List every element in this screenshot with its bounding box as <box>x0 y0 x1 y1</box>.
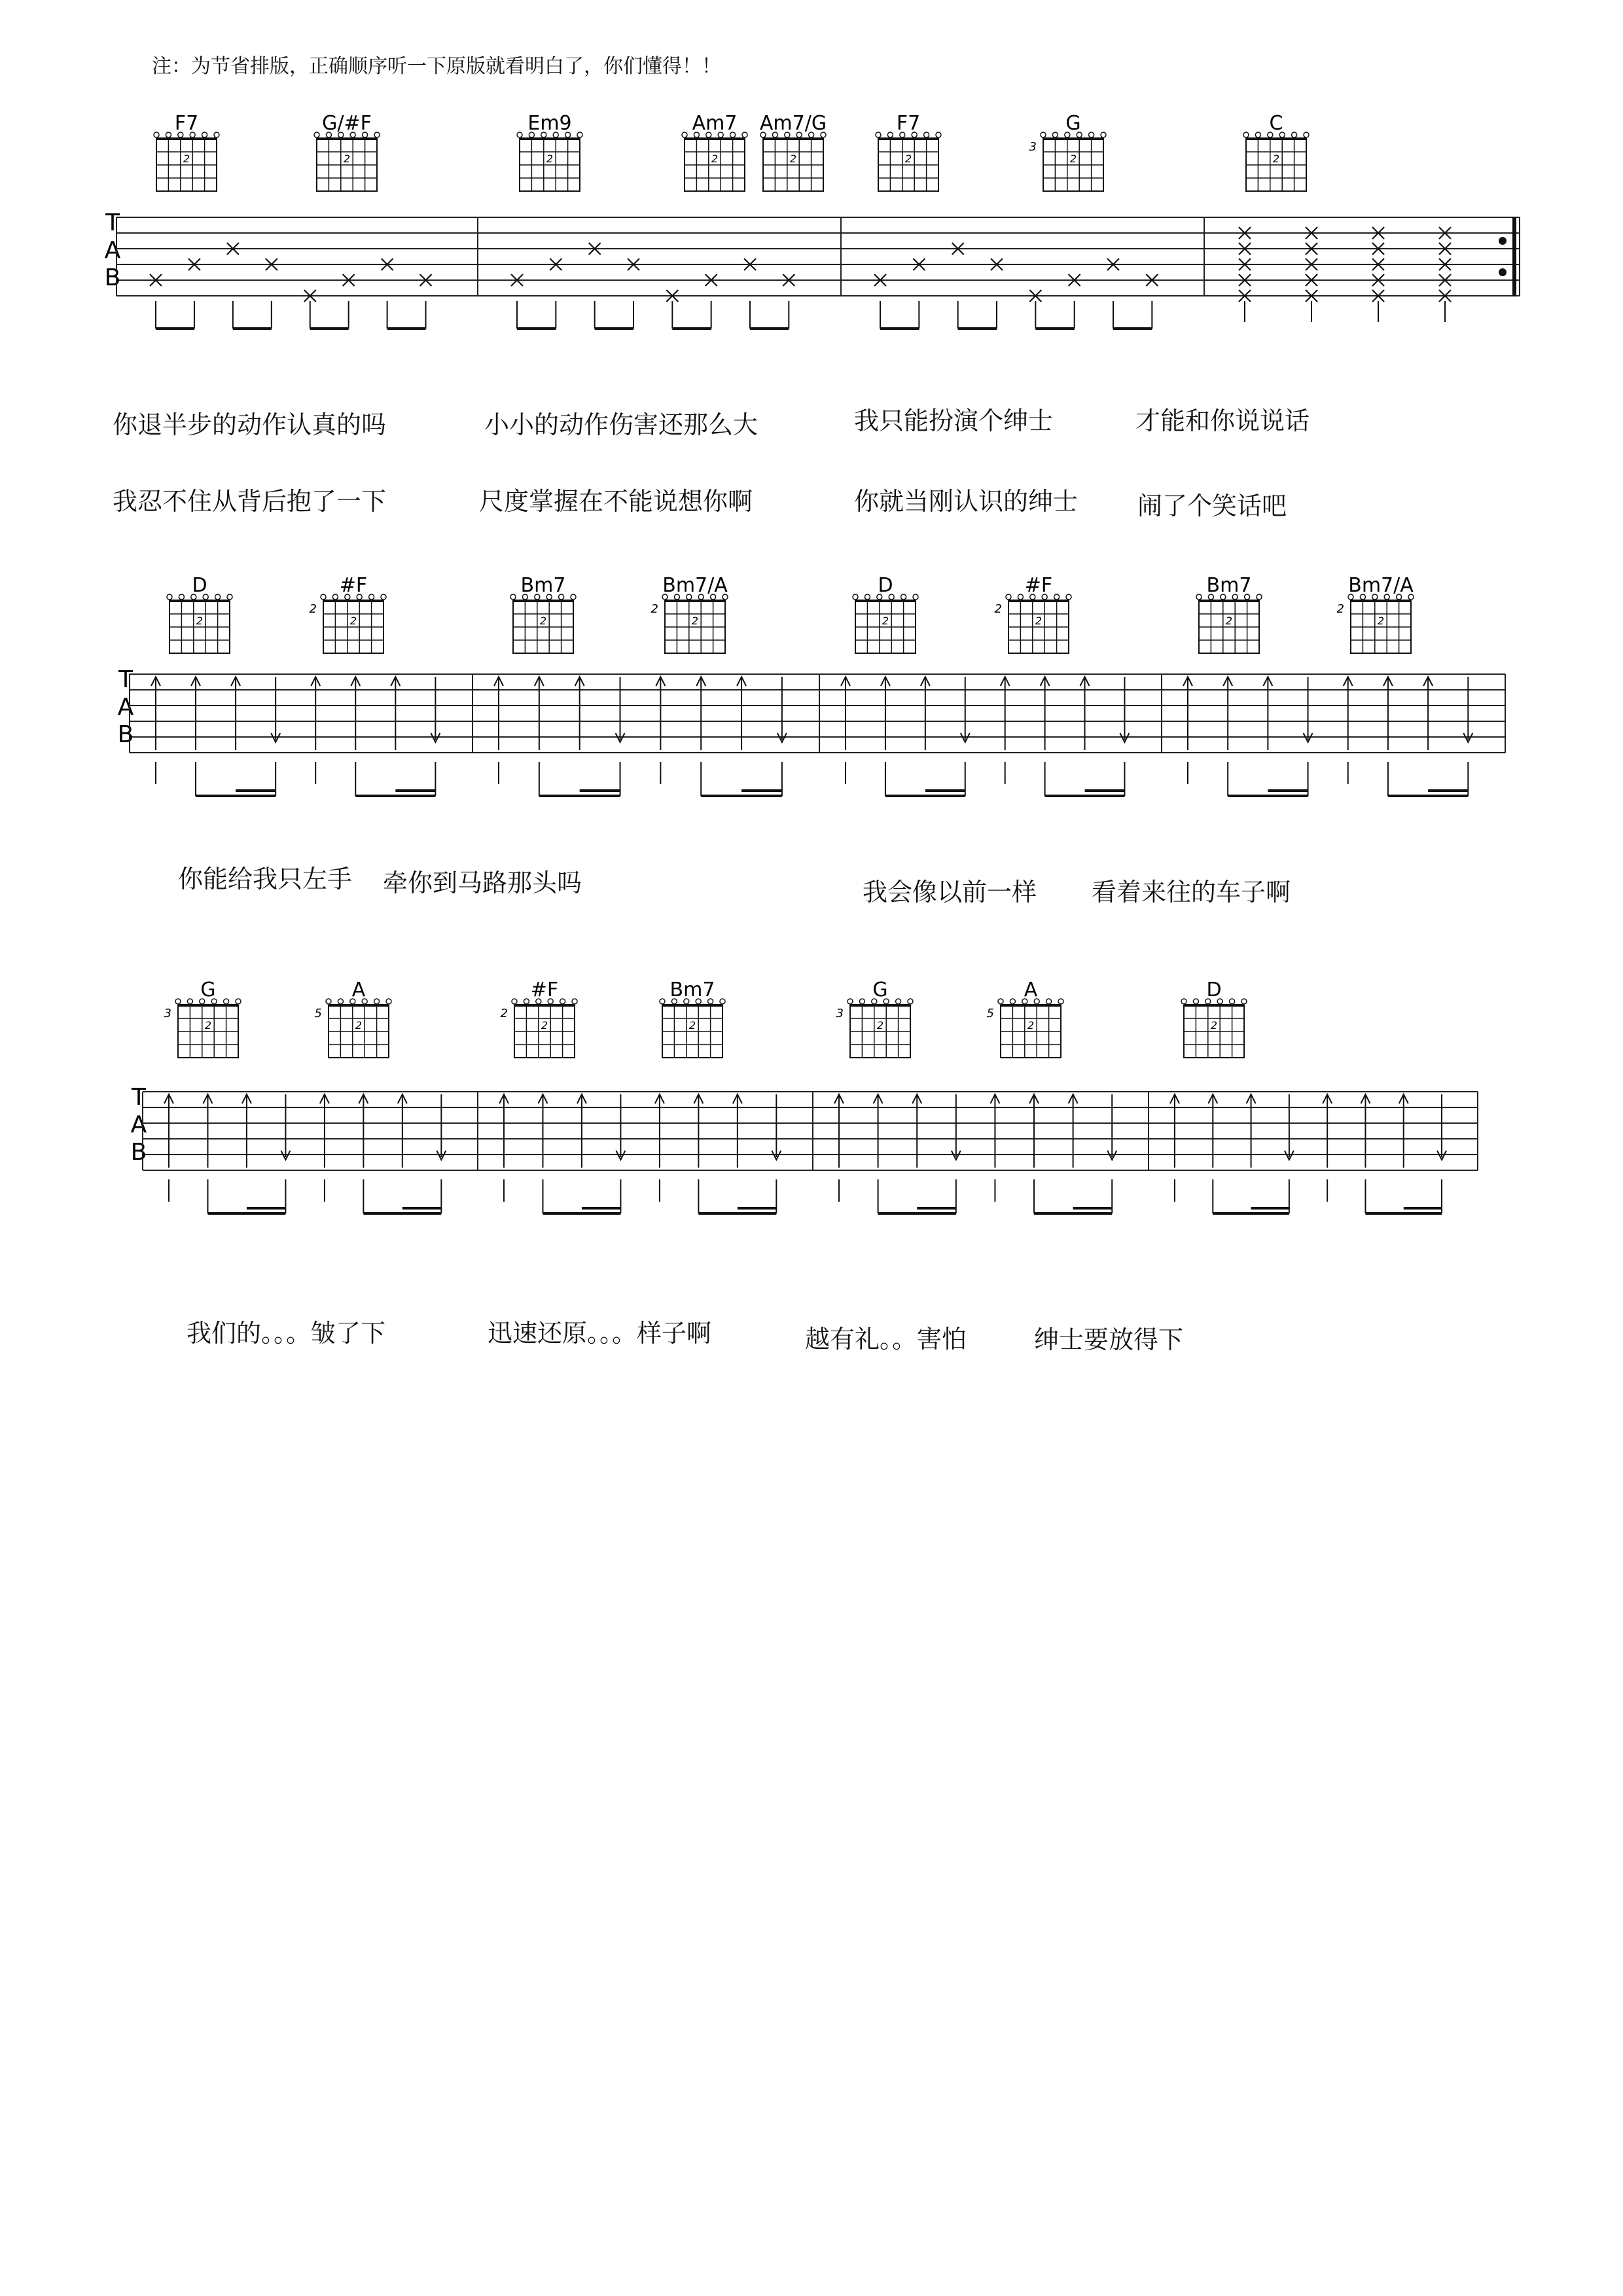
open-string-marker <box>510 594 516 600</box>
tab-system-3 <box>131 978 1478 1213</box>
chord-diagram <box>1196 574 1262 653</box>
chord-diagram <box>310 574 386 653</box>
open-string-marker <box>166 132 171 137</box>
repeat-dot <box>1499 268 1507 276</box>
open-string-marker <box>1066 594 1071 600</box>
finger-number: 2 <box>204 1019 212 1031</box>
lyric-line: 绅士要放得下 <box>1034 1325 1184 1354</box>
finger-number: 2 <box>711 152 719 165</box>
open-string-marker <box>1230 999 1235 1004</box>
open-string-marker <box>1006 594 1011 600</box>
chord-name: A <box>351 978 366 1001</box>
chord-name: #F <box>530 978 559 1001</box>
chord-diagram <box>1337 574 1414 653</box>
chord-diagram <box>1181 978 1247 1058</box>
open-string-marker <box>577 132 582 137</box>
tab-clef-letter: T <box>105 209 120 236</box>
chord-diagram <box>1029 112 1106 191</box>
chord-fret-number: 2 <box>651 602 658 616</box>
chord-name: D <box>878 574 893 597</box>
finger-number: 2 <box>1272 152 1280 165</box>
open-string-marker <box>901 594 906 600</box>
chord-fret-number: 3 <box>164 1007 171 1020</box>
chord-diagram <box>315 978 391 1058</box>
open-string-marker <box>853 594 858 600</box>
open-string-marker <box>887 132 893 137</box>
lyric-line: 闹了个笑话吧 <box>1137 492 1287 520</box>
lyric-line: 我只能扮演个绅士 <box>854 406 1054 435</box>
chord-diagram <box>995 574 1071 653</box>
open-string-marker <box>571 594 576 600</box>
chord-name: G <box>872 978 888 1001</box>
finger-number: 2 <box>1225 615 1233 627</box>
tab-clef-letter: A <box>104 237 121 264</box>
open-string-marker <box>1052 132 1058 137</box>
chord-name: D <box>192 574 207 597</box>
open-string-marker <box>1243 132 1249 137</box>
chord-name: C <box>1269 112 1283 135</box>
chord-name: F7 <box>896 112 921 135</box>
chord-name: Bm7/A <box>1348 574 1414 597</box>
open-string-marker <box>314 132 319 137</box>
open-string-marker <box>1181 999 1186 1004</box>
open-string-marker <box>154 132 159 137</box>
chord-name: Em9 <box>527 112 572 135</box>
chord-diagram <box>517 112 582 191</box>
open-string-marker <box>1196 594 1202 600</box>
finger-number: 2 <box>349 615 357 627</box>
open-string-marker <box>560 999 565 1004</box>
open-string-marker <box>512 999 517 1004</box>
finger-number: 2 <box>343 152 351 165</box>
chord-diagram <box>164 978 241 1058</box>
lyric-line: 我们的。。。皱了下 <box>187 1319 386 1348</box>
open-string-marker <box>908 999 913 1004</box>
chord-name: Bm7/A <box>662 574 728 597</box>
open-string-marker <box>524 999 529 1004</box>
finger-number: 2 <box>691 615 699 627</box>
chord-name: Bm7 <box>669 978 715 1001</box>
open-string-marker <box>1018 594 1023 600</box>
open-string-marker <box>374 999 380 1004</box>
lyric-line: 你退半步的动作认真的吗 <box>113 410 387 439</box>
tab-system-2 <box>118 574 1505 796</box>
open-string-marker <box>924 132 929 137</box>
finger-number: 2 <box>183 152 190 165</box>
open-string-marker <box>187 999 192 1004</box>
chord-fret-number: 5 <box>986 1007 994 1020</box>
chord-fret-number: 5 <box>314 1007 322 1020</box>
open-string-marker <box>1257 594 1262 600</box>
open-string-marker <box>913 594 918 600</box>
lyric-line: 才能和你说说话 <box>1135 406 1310 435</box>
chord-diagram <box>154 112 219 191</box>
open-string-marker <box>847 999 853 1004</box>
open-string-marker <box>1046 999 1052 1004</box>
open-string-marker <box>374 132 380 137</box>
open-string-marker <box>865 594 870 600</box>
open-string-marker <box>202 132 207 137</box>
open-string-marker <box>572 999 577 1004</box>
chord-name: Am7/G <box>759 112 827 135</box>
tab-system-1 <box>105 112 1520 329</box>
tab-clef-letter: T <box>118 666 133 693</box>
open-string-marker <box>682 132 687 137</box>
open-string-marker <box>876 132 881 137</box>
tab-clef-letter: T <box>132 1084 146 1111</box>
chord-name: F7 <box>174 112 199 135</box>
lyric-line: 迅速还原。。。样子啊 <box>488 1319 712 1348</box>
chord-diagram <box>876 112 941 191</box>
chord-fret-number: 2 <box>500 1007 508 1020</box>
open-string-marker <box>936 132 941 137</box>
open-string-marker <box>179 594 184 600</box>
chord-diagram <box>314 112 380 191</box>
lyric-line: 我会像以前一样 <box>863 878 1037 906</box>
chord-fret-number: 2 <box>1336 602 1344 616</box>
open-string-marker <box>215 594 221 600</box>
lyric-line: 越有礼。。害怕 <box>805 1325 967 1354</box>
finger-number: 2 <box>1035 615 1043 627</box>
open-string-marker <box>326 999 331 1004</box>
open-string-marker <box>381 594 386 600</box>
finger-number: 2 <box>1377 615 1385 627</box>
chord-fret-number: 3 <box>1029 140 1037 154</box>
chord-diagram <box>682 112 747 191</box>
chord-name: A <box>1024 978 1038 1001</box>
open-string-marker <box>1041 132 1046 137</box>
chord-name: G/#F <box>322 112 372 135</box>
finger-number: 2 <box>789 152 797 165</box>
finger-number: 2 <box>876 1019 884 1031</box>
tab-clef-letter: A <box>117 694 134 721</box>
tab-clef-letter: A <box>130 1111 147 1138</box>
chord-name: G <box>200 978 216 1001</box>
chord-diagram <box>853 574 918 653</box>
finger-number: 2 <box>1210 1019 1218 1031</box>
tab-clef-letter: B <box>130 1139 147 1166</box>
open-string-marker <box>859 999 865 1004</box>
open-string-marker <box>224 999 229 1004</box>
open-string-marker <box>1292 132 1297 137</box>
open-string-marker <box>227 594 232 600</box>
open-string-marker <box>321 594 326 600</box>
finger-number: 2 <box>1069 152 1077 165</box>
open-string-marker <box>369 594 374 600</box>
chord-diagram <box>1243 112 1309 191</box>
lyric-line: 我忍不住从背后抱了一下 <box>113 487 387 516</box>
lyric-line: 你就当刚认识的绅士 <box>854 487 1079 516</box>
tab-clef-letter: B <box>104 264 121 291</box>
open-string-marker <box>1054 594 1060 600</box>
open-string-marker <box>1255 132 1260 137</box>
open-string-marker <box>1304 132 1309 137</box>
chord-name: D <box>1206 978 1222 1001</box>
chord-fret-number: 2 <box>309 602 317 616</box>
finger-number: 2 <box>904 152 912 165</box>
finger-number: 2 <box>196 615 204 627</box>
chord-fret-number: 3 <box>836 1007 844 1020</box>
chord-name: #F <box>339 574 368 597</box>
open-string-marker <box>332 594 338 600</box>
chord-diagram <box>660 978 725 1058</box>
open-string-marker <box>896 999 901 1004</box>
open-string-marker <box>236 999 241 1004</box>
finger-number: 2 <box>355 1019 363 1031</box>
open-string-marker <box>742 132 747 137</box>
chord-diagram <box>987 978 1063 1058</box>
chord-name: Bm7 <box>1206 574 1252 597</box>
chord-name: Am7 <box>692 112 738 135</box>
finger-number: 2 <box>688 1019 696 1031</box>
open-string-marker <box>1101 132 1106 137</box>
chord-fret-number: 2 <box>994 602 1002 616</box>
open-string-marker <box>1241 999 1247 1004</box>
open-string-marker <box>1089 132 1094 137</box>
chord-name: G <box>1065 112 1081 135</box>
chord-diagram <box>836 978 913 1058</box>
open-string-marker <box>214 132 219 137</box>
chord-diagram <box>501 978 577 1058</box>
open-string-marker <box>167 594 172 600</box>
finger-number: 2 <box>539 615 547 627</box>
chord-name: #F <box>1024 574 1053 597</box>
open-string-marker <box>1058 999 1063 1004</box>
open-string-marker <box>1010 999 1015 1004</box>
open-string-marker <box>175 999 181 1004</box>
chord-diagram <box>651 574 728 653</box>
open-string-marker <box>338 999 343 1004</box>
chord-diagram <box>760 112 827 191</box>
chord-diagram <box>167 574 232 653</box>
open-string-marker <box>517 132 522 137</box>
finger-number: 2 <box>541 1019 548 1031</box>
open-string-marker <box>720 999 725 1004</box>
open-string-marker <box>386 999 391 1004</box>
lyric-line: 牵你到马路那头吗 <box>383 869 582 897</box>
open-string-marker <box>1193 999 1198 1004</box>
chord-diagram <box>510 574 576 653</box>
lyric-line: 小小的动作伤害还那么大 <box>484 410 758 439</box>
finger-number: 2 <box>546 152 554 165</box>
finger-number: 2 <box>1027 1019 1035 1031</box>
lyric-line: 看着来往的车子啊 <box>1092 878 1291 906</box>
header-note: 注：为节省排版，正确顺序听一下原版就看明白了，你们懂得！！ <box>152 55 721 78</box>
tab-clef-letter: B <box>117 721 134 748</box>
open-string-marker <box>660 999 665 1004</box>
lyric-line: 尺度掌握在不能说想你啊 <box>479 487 753 516</box>
finger-number: 2 <box>882 615 889 627</box>
repeat-dot <box>1499 237 1507 245</box>
chord-name: Bm7 <box>520 574 566 597</box>
lyric-line: 你能给我只左手 <box>178 865 353 893</box>
open-string-marker <box>998 999 1003 1004</box>
